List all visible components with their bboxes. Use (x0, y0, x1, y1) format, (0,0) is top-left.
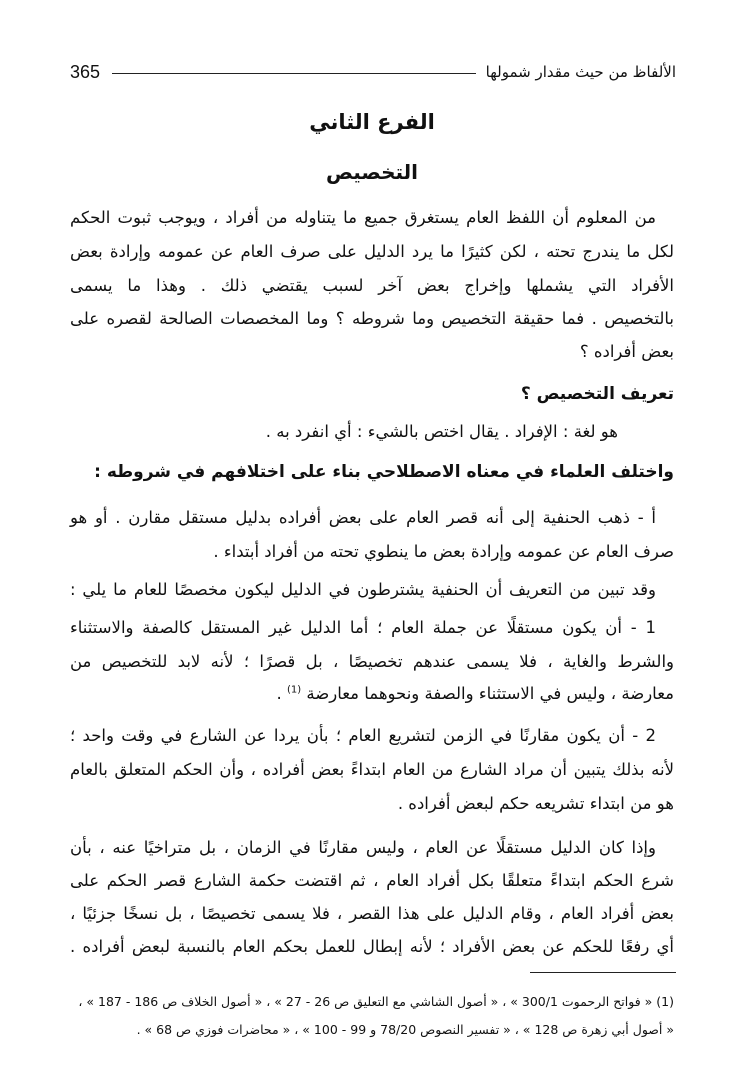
conditions-intro: وقد تبين من التعريف أن الحنفية يشترطون في الدليل ليكون مخصصًا للعام ما يلي : (70, 580, 656, 599)
footnote-rule (530, 972, 676, 973)
condition-2-line-3: هو من ابتداء تشريعه حكم لبعض أفراده . (397, 794, 674, 813)
condition-1-line-1: 1 - أن يكون مستقلًا عن جملة العام ؛ أما الدليل غير المستقل كالصفة والاستثناء (70, 618, 656, 637)
intro-line-5: بعض أفراده ؟ (579, 342, 674, 361)
independent-line-4: أي رفعًا للحكم عن بعض الأفراد ؛ لأنه إبطال للعمل بحكم العام بالنسبة لبعض أفراده . (70, 937, 674, 956)
definition-lexical: هو لغة : الإفراد . يقال اختص بالشيء : أي انفرد به . (265, 422, 618, 441)
running-head-title: الألفاظ من حيث مقدار شمولها (485, 63, 676, 81)
condition-1-line-3 (70, 684, 674, 703)
section-title: التخصيص (325, 160, 419, 184)
intro-line-2: لكل ما يندرج تحته ، لكن كثيرًا ما يرد الدليل على صرف العام عن عمومه وإرادة بعض (70, 242, 674, 261)
branch-title: الفرع الثاني (309, 110, 435, 134)
independent-line-1: وإذا كان الدليل مستقلًا عن العام ، وليس مقارنًا في الزمان ، بل متراخيًا عنه ، بأن (70, 838, 656, 857)
hanafi-line-1: أ - ذهب الحنفية إلى أنه قصر العام على بعض أفراده بدليل مستقل مقارن . أو هو (70, 508, 656, 527)
intro-line-1: من المعلوم أن اللفظ العام يستغرق جميع ما يتناوله من أفراد ، ويوجب ثبوت الحكم (70, 208, 656, 227)
condition-2-line-2: لأنه بذلك يتبين أن مراد الشارع من العام ابتداءً بعض أفراده ، وأن الحكم المتعلق بالعام (70, 760, 674, 779)
footnote-line-1: (1) « فواتح الرحموت 300/1 » ، « أصول الشاشي مع التعليق ص 26 - 27 » ، « أصول الخلاف ص 186 - 187 » ، (78, 994, 674, 1009)
condition-1-line-2: والشرط والغاية ، فلا يسمى عندهم تخصيصًا ، بل قصرًا ؛ لأنه لابد للتخصيص من (70, 652, 674, 671)
running-head-rule (112, 73, 476, 74)
independent-line-3: بعض أفراد العام ، وقام الدليل على هذا القصر ، فلا يسمى تخصيصًا ، بل نسخًا جزئيًا ، (70, 904, 674, 923)
condition-1-line-3-text: معارضة ، وليس في الاستثناء والصفة ونحوهما معارضة (306, 684, 674, 703)
running-head (70, 58, 676, 86)
footnote-line-2: « أصول أبي زهرة ص 128 » ، « تفسير النصوص 78/20 و 99 - 100 » ، « محاضرات فوزي ص 68 » . (136, 1022, 674, 1037)
intro-line-4: بالتخصيص . فما حقيقة التخصيص وما شروطه ؟ وما المخصصات الصالحة لقصره على (70, 309, 674, 328)
condition-2-line-1: 2 - أن يكون مقارنًا في الزمن لتشريع العام ؛ بأن يردا عن الشارع في وقت واحد ؛ (70, 726, 656, 745)
condition-1-tail: . (276, 684, 287, 703)
independent-line-2: شرع الحكم ابتداءً متعلقًا بكل أفراد العام ، ثم اقتضت حكمة الشارع قصر الحكم على (70, 871, 674, 890)
intro-line-3: الأفراد التي يشملها وإخراج بعض آخر لسبب يقتضي ذلك . وهذا ما يسمى (70, 276, 674, 295)
disagreement-heading: واختلف العلماء في معناه الاصطلاحي بناء على اختلافهم في شروطه : (94, 462, 674, 482)
footnote-marker: (1) (286, 684, 302, 696)
definition-heading: تعريف التخصيص ؟ (520, 384, 674, 404)
hanafi-line-2: صرف العام عن عمومه وإرادة بعض ما ينطوي تحته من أفراد أبتداء . (213, 542, 674, 561)
page-number: 365 (70, 61, 101, 82)
